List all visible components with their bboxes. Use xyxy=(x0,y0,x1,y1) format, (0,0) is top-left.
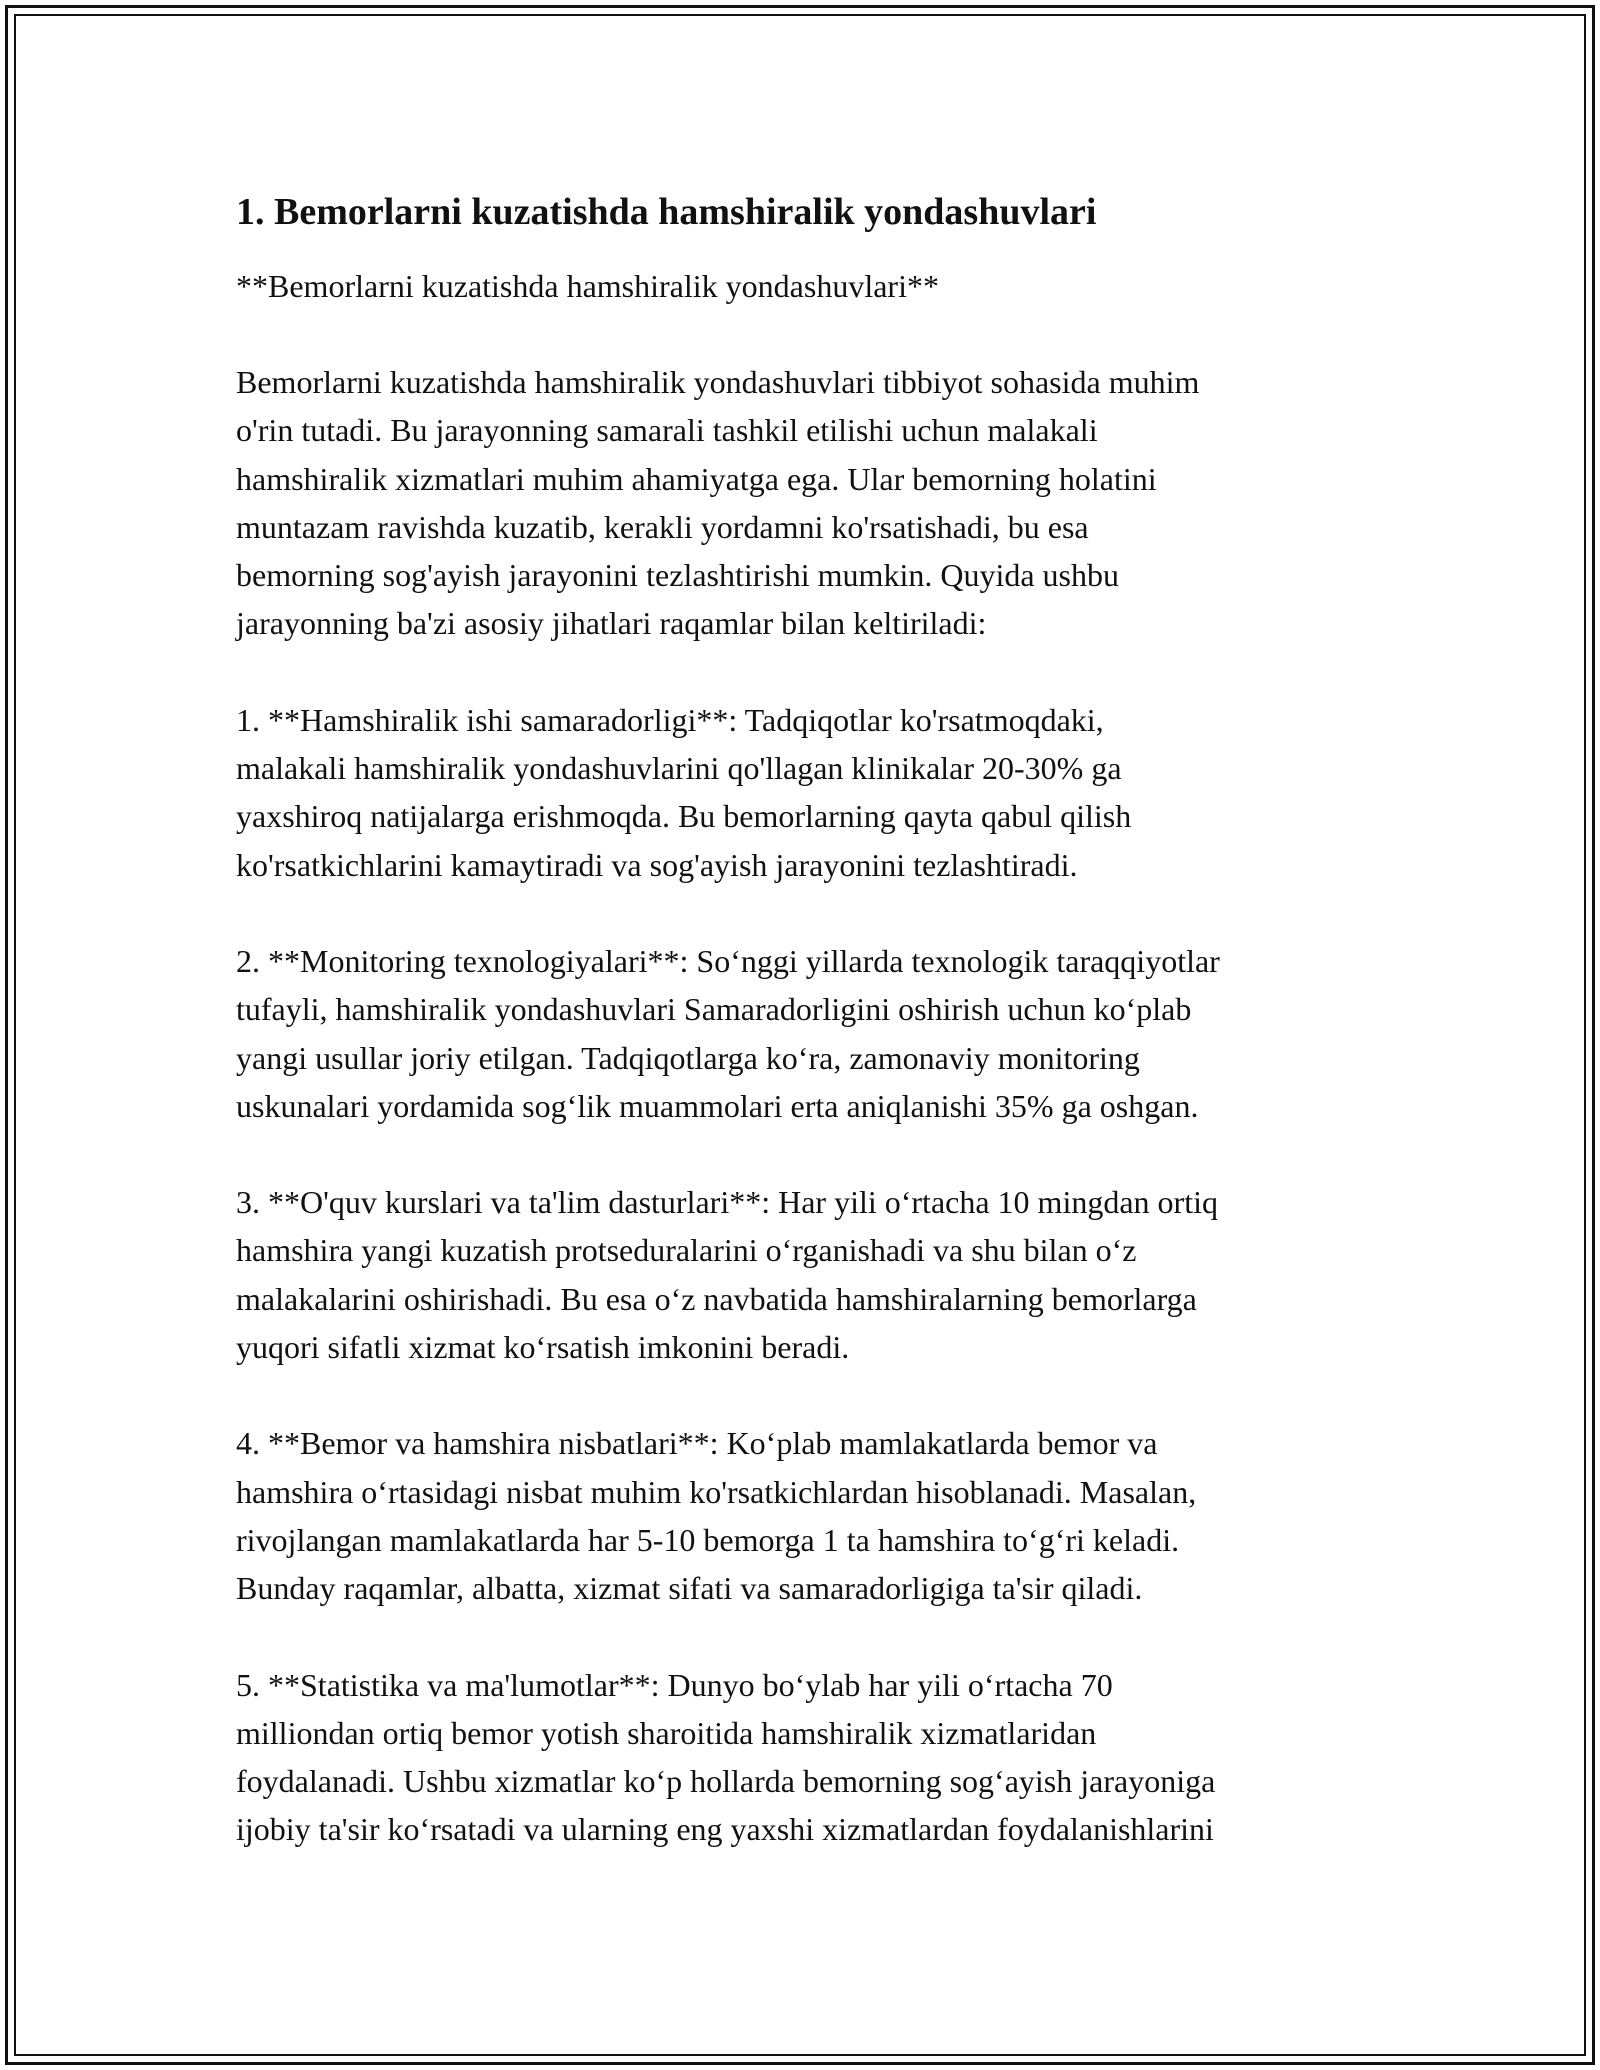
text-line: hamshira o‘rtasidagi nisbat muhim ko'rsatkichlardan hisoblanadi. Masalan, xyxy=(236,1473,1197,1510)
document-heading: 1. Bemorlarni kuzatishda hamshiralik yondashuvlari xyxy=(236,191,1097,233)
paragraph-item-4 xyxy=(236,1419,1386,1612)
text-line: ko'rsatkichlarini kamaytiradi va sog'ayish jarayonini tezlashtiradi. xyxy=(236,846,1078,883)
text-line: ijobiy ta'sir ko‘rsatadi va ularning eng yaxshi xizmatlardan foydalanishlarini xyxy=(236,1811,1214,1848)
text-line: foydalanadi. Ushbu xizmatlar ko‘p hollarda bemorning sog‘ayish jarayoniga xyxy=(236,1763,1216,1800)
text-line: 4. **Bemor va hamshira nisbatlari**: Ko‘plab mamlakatlarda bemor va xyxy=(236,1425,1158,1462)
text-line: malakalarini oshirishadi. Bu esa o‘z navbatida hamshiralarning bemorlarga xyxy=(236,1280,1197,1317)
text-line: yangi usullar joriy etilgan. Tadqiqotlarga ko‘ra, zamonaviy monitoring xyxy=(236,1039,1140,1076)
text-line: 1. **Hamshiralik ishi samaradorligi**: Tadqiqotlar ko'rsatmoqdaki, xyxy=(236,701,1104,738)
text-line: malakali hamshiralik yondashuvlarini qo'llagan klinikalar 20-30% ga xyxy=(236,750,1122,787)
text-line: rivojlangan mamlakatlarda har 5-10 bemorga 1 ta hamshira to‘g‘ri keladi. xyxy=(236,1521,1180,1558)
text-line: Bemorlarni kuzatishda hamshiralik yondashuvlari tibbiyot sohasida muhim xyxy=(236,364,1200,400)
text-line: hamshira yangi kuzatish protseduralarini o‘rganishadi va shu bilan o‘z xyxy=(236,1232,1137,1269)
paragraph-item-3 xyxy=(236,1178,1386,1371)
text-line: Bunday raqamlar, albatta, xizmat sifati va samaradorligiga ta'sir qiladi. xyxy=(236,1570,1143,1607)
text-line: hamshiralik xizmatlari muhim ahamiyatga ega. Ular bemorning holatini xyxy=(236,460,1157,497)
paragraph-item-5 xyxy=(236,1661,1386,1854)
text-line: bemorning sog'ayish jarayonini tezlashtirishi mumkin. Quyida ushbu xyxy=(236,557,1119,594)
text-line: muntazam ravishda kuzatib, kerakli yordamni ko'rsatishadi, bu esa xyxy=(236,508,1089,545)
paragraph-item-2 xyxy=(236,937,1386,1130)
text-line: 2. **Monitoring texnologiyalari**: So‘nggi yillarda texnologik taraqqiyotlar xyxy=(236,942,1220,979)
text-line: uskunalari yordamida sog‘lik muammolari erta aniqlanishi 35% ga oshgan. xyxy=(236,1087,1199,1124)
text-line: o'rin tutadi. Bu jarayonning samarali tashkil etilishi uchun malakali xyxy=(236,412,1098,449)
text-line: milliondan ortiq bemor yotish sharoitida hamshiralik xizmatlaridan xyxy=(236,1714,1097,1751)
text-line: yuqori sifatli xizmat ko‘rsatish imkonini beradi. xyxy=(236,1329,850,1366)
document-body xyxy=(236,186,1386,1854)
paragraph-item-1 xyxy=(236,696,1386,889)
document-subtitle: **Bemorlarni kuzatishda hamshiralik yondashuvlari** xyxy=(236,268,939,304)
text-line: yaxshiroq natijalarga erishmoqda. Bu bemorlarning qayta qabul qilish xyxy=(236,798,1132,835)
paragraph-intro xyxy=(236,358,1386,648)
text-line: jarayonning ba'zi asosiy jihatlari raqamlar bilan keltiriladi: xyxy=(236,605,987,642)
text-line: 5. **Statistika va ma'lumotlar**: Dunyo bo‘ylab har yili o‘rtacha 70 xyxy=(236,1666,1113,1703)
text-line: tufayli, hamshiralik yondashuvlari Samaradorligini oshirish uchun ko‘plab xyxy=(236,991,1192,1028)
text-line: 3. **O'quv kurslari va ta'lim dasturlari**: Har yili o‘rtacha 10 mingdan ortiq xyxy=(236,1184,1218,1221)
